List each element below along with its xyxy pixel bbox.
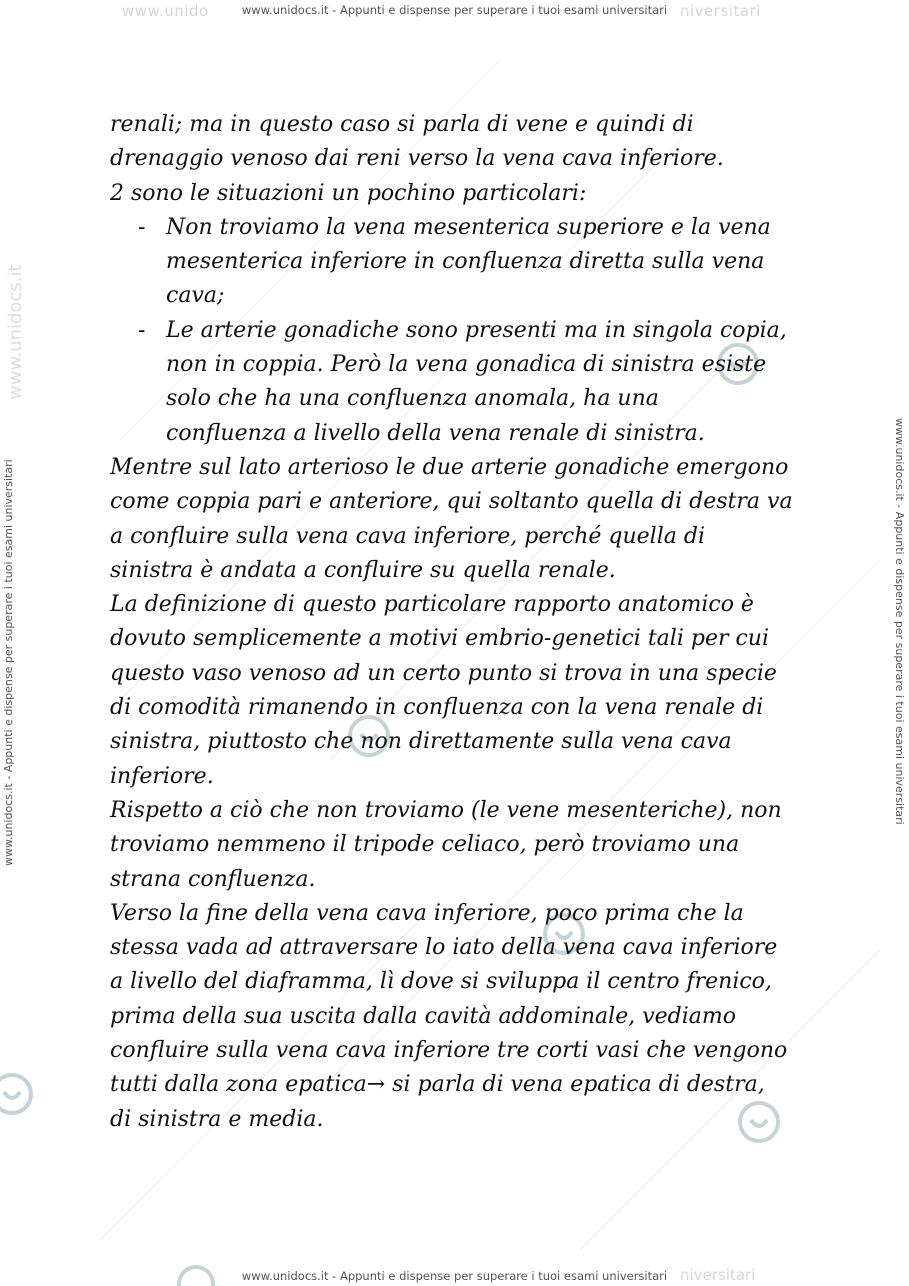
text-line: drenaggio venoso dai reni verso la vena cava inferiore.	[110, 146, 724, 172]
list-item	[110, 211, 810, 314]
paragraph	[110, 451, 810, 588]
text-line: Non troviamo la vena mesenterica superiore e la vena	[166, 214, 771, 240]
list-item	[110, 314, 810, 451]
text-line: confluire sulla vena cava inferiore tre corti vasi che vengono	[110, 1038, 788, 1064]
header-watermark-faint-right: niversitari	[680, 2, 761, 20]
text-line: tutti dalla zona epatica→ si parla di vena epatica di destra,	[110, 1072, 765, 1098]
text-line: prima della sua uscita dalla cavità addominale, vediamo	[110, 1003, 737, 1029]
paragraph	[110, 794, 810, 897]
text-line: Le arterie gonadiche sono presenti ma in singola copia,	[166, 317, 787, 343]
text-line: Verso la fine della vena cava inferiore, poco prima che la	[110, 900, 744, 926]
text-line: solo che ha una confluenza anomala, ha una	[166, 386, 659, 412]
text-line: Mentre sul lato arterioso le due arterie gonadiche emergono	[110, 454, 789, 480]
text-line: di comodità rimanendo in confluenza con la vena renale di	[110, 695, 764, 721]
text-line: a livello del diaframma, lì dove si sviluppa il centro frenico,	[110, 969, 772, 995]
side-watermark-faint-left: www.unidocs.it	[5, 264, 26, 400]
text-line: mesenterica inferiore in confluenza diretta sulla vena	[166, 249, 765, 275]
footer-watermark-faint-right: niversitari	[680, 1266, 756, 1284]
page-body	[110, 108, 810, 1137]
unidocs-logo-icon	[0, 1070, 36, 1118]
text-line: strana confluenza.	[110, 866, 316, 892]
text-line: stessa vada ad attraversare lo iato della vena cava inferiore	[110, 935, 778, 961]
bullet-dash: -	[138, 317, 146, 343]
text-line: Rispetto a ciò che non troviamo (le vene mesenteriche), non	[110, 797, 782, 823]
text-line: sinistra è andata a confluire su quella renale.	[110, 557, 616, 583]
paragraph	[110, 897, 810, 1137]
side-watermark-right: www.unidocs.it - Appunti e dispense per superare i tuoi esami universitari	[893, 418, 906, 825]
text-line: dovuto semplicemente a motivi embrio-genetici tali per cui	[110, 626, 770, 652]
text-line: non in coppia. Però la vena gonadica di sinistra esiste	[166, 352, 767, 378]
text-line: inferiore.	[110, 763, 214, 789]
header-watermark-faint-left: www.unido	[122, 2, 209, 20]
text-line: a confluire sulla vena cava inferiore, perché quella di	[110, 523, 705, 549]
text-line: sinistra, piuttosto che non direttamente sulla vena cava	[110, 729, 732, 755]
bullet-list	[110, 211, 810, 451]
text-line: di sinistra e media.	[110, 1106, 324, 1132]
text-line: renali; ma in questo caso si parla di vene e quindi di	[110, 112, 694, 137]
text-line: troviamo nemmeno il tripode celiaco, però troviamo una	[110, 832, 740, 858]
text-line: questo vaso venoso ad un certo punto si trova in una specie	[110, 660, 777, 686]
text-line: cava;	[166, 283, 225, 309]
text-line: come coppia pari e anteriore, qui soltanto quella di destra va	[110, 489, 793, 515]
header-watermark: www.unidocs.it - Appunti e dispense per superare i tuoi esami universitari	[241, 3, 668, 17]
paragraph	[110, 588, 810, 794]
side-watermark-left: www.unidocs.it - Appunti e dispense per superare i tuoi esami universitari	[2, 459, 15, 866]
text-line: 2 sono le situazioni un pochino particolari:	[110, 180, 587, 206]
footer-watermark: www.unidocs.it - Appunti e dispense per superare i tuoi esami universitari	[241, 1269, 668, 1283]
bullet-dash: -	[138, 214, 146, 240]
text-line: confluenza a livello della vena renale di sinistra.	[166, 420, 705, 446]
text-line: La definizione di questo particolare rapporto anatomico è	[110, 592, 754, 618]
